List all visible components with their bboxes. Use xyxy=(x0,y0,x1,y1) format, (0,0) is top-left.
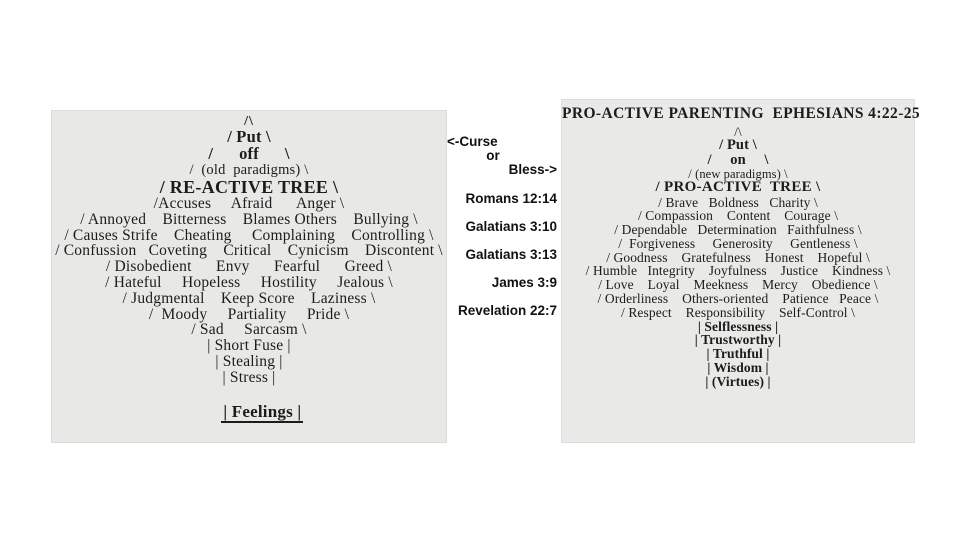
tree-line: / Confussion Coveting Critical Cynicism Discontent \ xyxy=(55,242,443,260)
scripture-reference: Galatians 3:10 xyxy=(465,218,557,234)
tree-line: / Annoyed Bitterness Blames Others Bullying \ xyxy=(80,210,418,228)
tree-line: / Orderliness Others-oriented Patience Peace \ xyxy=(597,291,879,307)
scripture-reference: Galatians 3:13 xyxy=(465,246,557,262)
re-active-tree-title: / RE-ACTIVE TREE \ xyxy=(159,176,339,197)
tree-line: / Compassion Content Courage \ xyxy=(637,208,839,224)
tree-line: / off \ xyxy=(208,144,290,164)
tree-line: / Dependable Determination Faithfulness \ xyxy=(614,222,862,238)
scripture-reference: Romans 12:14 xyxy=(465,190,557,206)
scripture-reference: Revelation 22:7 xyxy=(457,303,557,319)
bless-label: Bless-> xyxy=(508,162,557,178)
tree-trunk-line: | Truthful | xyxy=(706,346,770,362)
tree-trunk-line: | Short Fuse | xyxy=(207,337,291,355)
or-label: or xyxy=(486,148,500,164)
pro-active-tree-panel xyxy=(561,99,921,443)
feelings-root-label xyxy=(52,386,446,438)
tree-line: / Forgiveness Generosity Gentleness \ xyxy=(618,235,858,251)
tree-line: / on \ xyxy=(707,151,769,168)
scripture-reference: James 3:9 xyxy=(491,275,557,291)
tree-line: / Moody Partiality Pride \ xyxy=(148,305,350,323)
tree-line: / (old paradigms) \ xyxy=(189,161,309,178)
feelings-root-text: | Feelings | xyxy=(223,401,302,421)
pro-active-tree-title: / PRO-ACTIVE TREE \ xyxy=(655,179,821,196)
tree-trunk-line: | Stealing | xyxy=(215,353,283,371)
tree-line: / Put \ xyxy=(227,127,271,147)
tree-line: / Disobedient Envy Fearful Greed \ xyxy=(105,258,393,276)
tree-line: / Hateful Hopeless Hostility Jealous \ xyxy=(105,274,393,292)
tree-line: / Brave Boldness Charity \ xyxy=(658,194,818,210)
tree-line: / Causes Strife Cheating Complaining Controlling \ xyxy=(64,226,434,244)
re-active-tree-panel xyxy=(51,110,447,443)
tree-line: / Love Loyal Meekness Mercy Obedience \ xyxy=(598,277,878,293)
tree-line: /\ xyxy=(734,123,742,139)
tree-line: / Respect Responsibility Self-Control \ xyxy=(621,304,855,320)
tree-trunk-line: | Selflessness | xyxy=(697,318,779,334)
curse-label: <-Curse xyxy=(447,134,498,149)
tree-line: / Humble Integrity Joyfulness Justice Kindness \ xyxy=(585,263,891,279)
tree-line: / Put \ xyxy=(719,137,757,154)
tree-trunk-line: | Trustworthy | xyxy=(694,332,782,348)
pro-active-parenting-heading: PRO-ACTIVE PARENTING EPHESIANS 4:22-25 xyxy=(562,105,921,122)
tree-line: / (new paradigms) \ xyxy=(688,166,788,181)
tree-trunk-line: | (Virtues) | xyxy=(705,373,771,389)
tree-trunk-line: | Wisdom | xyxy=(707,359,769,375)
tree-line: /Accuses Afraid Anger \ xyxy=(153,195,345,213)
tree-line: / Goodness Gratefulness Honest Hopeful \ xyxy=(606,249,870,265)
tree-trunk-line: | Stress | xyxy=(222,368,276,386)
tree-line: / Judgmental Keep Score Laziness \ xyxy=(122,289,376,307)
curse-or-bless-column xyxy=(447,135,557,318)
tree-line: / Sad Sarcasm \ xyxy=(191,321,307,339)
tree-line: /\ xyxy=(244,114,254,129)
